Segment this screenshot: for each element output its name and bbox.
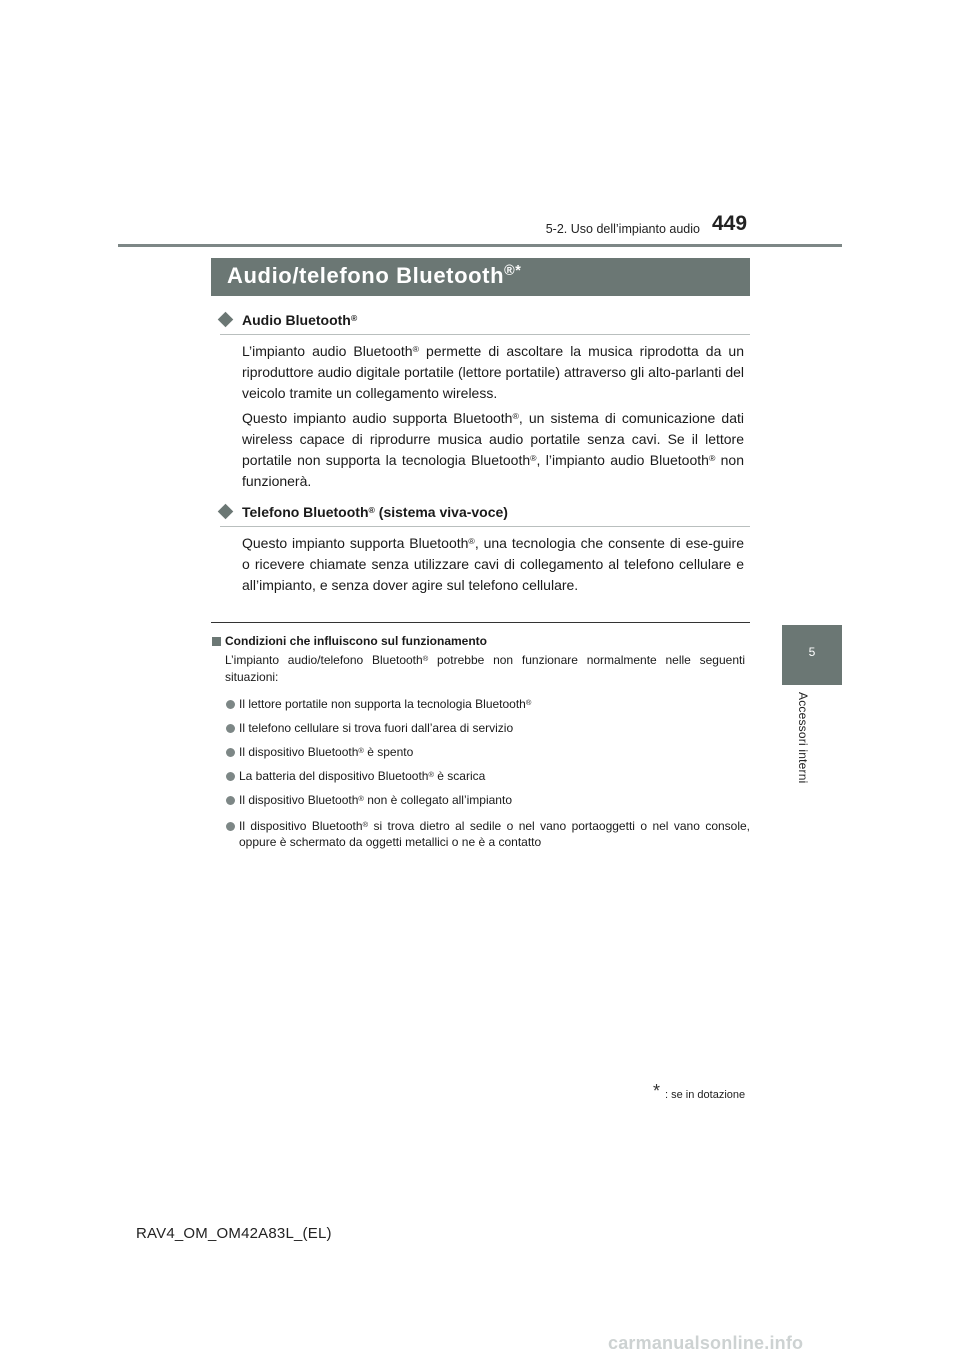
page-title-text: Audio/telefono Bluetooth: [227, 263, 505, 288]
diamond-bullet-icon: [218, 504, 234, 520]
circle-bullet-icon: [226, 700, 235, 709]
circle-bullet-icon: [226, 822, 235, 831]
circle-bullet-icon: [226, 772, 235, 781]
page-title-marks: ®*: [504, 263, 522, 280]
heading-text: Telefono Bluetooth: [242, 504, 369, 520]
paragraph-phone-support: Questo impianto supporta Bluetooth®, una tecnologia che consente di ese-guire o ricevere chiamate senza utilizzare cavi di collegamento al telefono cellulare e all’impianto, e senza dover agire sul telefono cellulare.: [242, 535, 744, 593]
circle-bullet-icon: [226, 748, 235, 757]
chapter-number: 5: [808, 645, 816, 659]
page-number: 449: [712, 212, 748, 235]
chapter-tab: [782, 625, 842, 685]
page-title: [227, 263, 521, 289]
subsection-heading-text: [242, 504, 508, 520]
list-item: Il lettore portatile non supporta la tecnologia Bluetooth®: [239, 697, 532, 711]
header-divider: [118, 244, 842, 247]
notes-intro: L’impianto audio/telefono Bluetooth® potrebbe non funzionare normalmente nelle seguenti situazioni:: [225, 653, 745, 684]
paragraph-audio-support: Questo impianto audio supporta Bluetooth®, un sistema di comunicazione dati wireless capace di riprodurre musica audio portatile senza cavi. Se il lettore portatile non supporta la tecnologia Bluetooth®, l’impianto audio Bluetooth® non funzionerà.: [242, 410, 745, 489]
notes-divider: [211, 622, 750, 623]
list-item: Il dispositivo Bluetooth® si trova dietro al sedile o nel vano portaoggetti o nel vano console, oppure è schermato da oggetti metallici o ne è a contatto: [239, 819, 751, 849]
running-header-section: 5-2. Uso dell’impianto audio: [545, 222, 700, 236]
footnote-text: : se in dotazione: [665, 1089, 746, 1101]
list-item: Il dispositivo Bluetooth® è spento: [239, 745, 414, 759]
list-item: Il telefono cellulare si trova fuori dall’area di servizio: [239, 721, 514, 735]
document-code: RAV4_OM_OM42A83L_(EL): [136, 1225, 332, 1242]
section-title-bar: [211, 258, 750, 296]
subsection-heading-text: [242, 312, 357, 328]
subsection-heading-phone: [220, 504, 750, 527]
heading-text: Audio Bluetooth: [242, 312, 351, 328]
square-bullet-icon: [212, 637, 221, 646]
notes-heading: Condizioni che influiscono sul funzionamento: [225, 634, 487, 648]
asterisk-icon: *: [653, 1081, 661, 1101]
diamond-bullet-icon: [218, 312, 234, 328]
chapter-side-label: Accessori interni: [796, 692, 810, 784]
registered-mark: ®: [350, 313, 358, 324]
circle-bullet-icon: [226, 724, 235, 733]
circle-bullet-icon: [226, 796, 235, 805]
watermark: carmanualsonline.info: [608, 1333, 804, 1353]
paragraph-audio-intro: L’impianto audio Bluetooth® permette di ascoltare la musica riprodotta da un riproduttore audio digitale portatile (lettore portatile) attraverso gli alto-parlanti del veicolo tramite un collegamento wireless.: [242, 343, 744, 401]
heading-text-suffix: (sistema viva-voce): [374, 504, 508, 520]
list-item: La batteria del dispositivo Bluetooth® è scarica: [239, 769, 486, 783]
registered-mark: ®: [368, 505, 375, 516]
list-item: Il dispositivo Bluetooth® non è collegato all’impianto: [239, 793, 512, 807]
subsection-heading-audio: [220, 312, 750, 335]
